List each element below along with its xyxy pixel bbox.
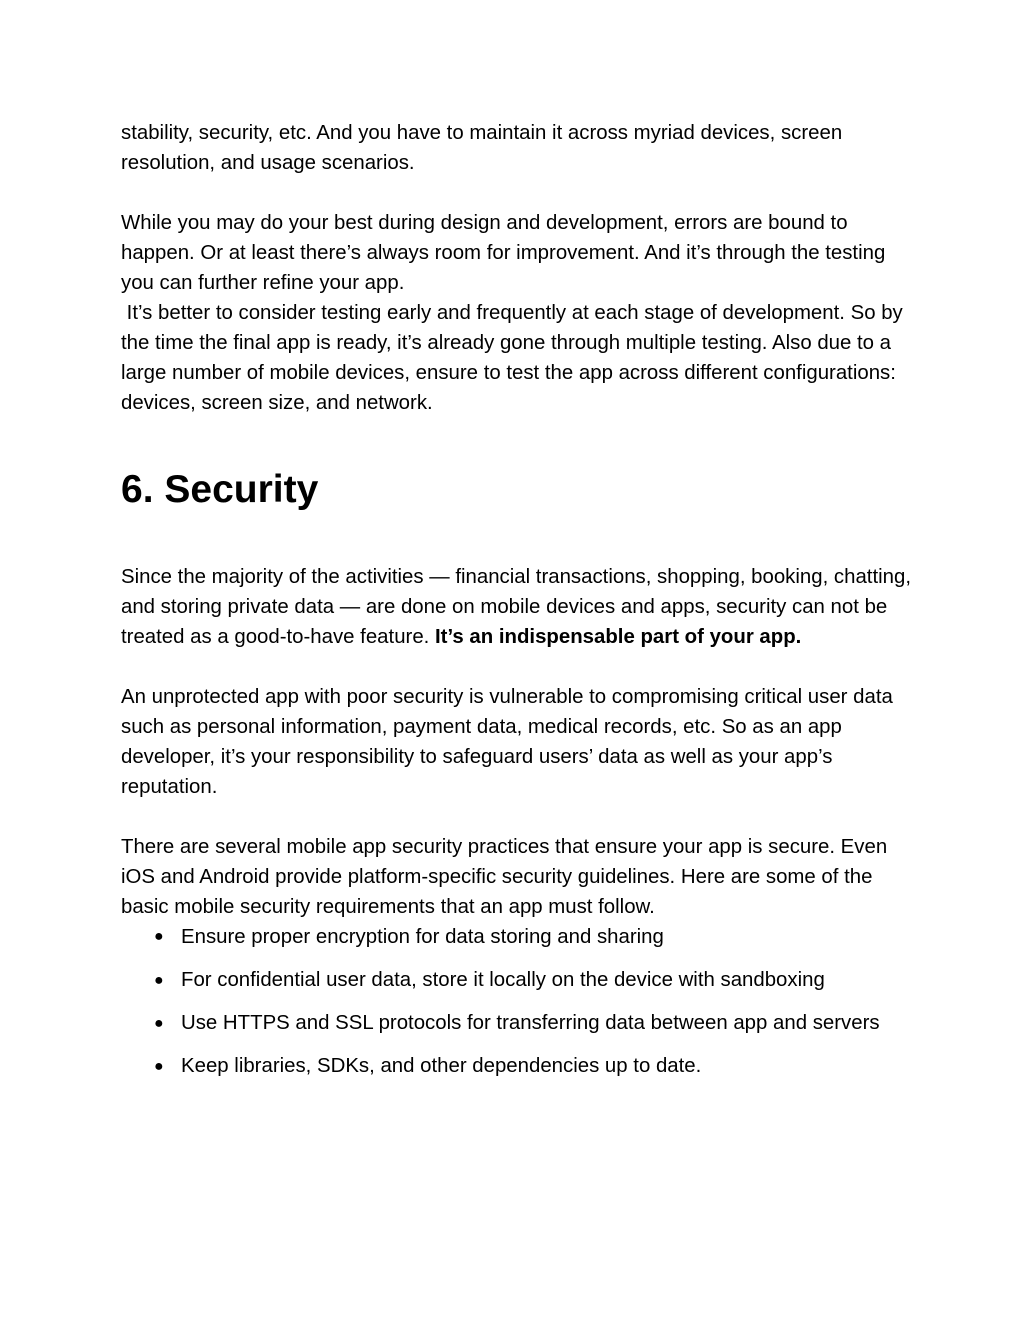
list-item (121, 959, 911, 1002)
paragraph-security-intro-text: Since the majority of the activities — financial transactions, shopping, booking, chatting, and storing private data — are done on mobile devices and apps, security can not be treated as a good-to-have feature. (121, 566, 917, 648)
bullet-icon: ● (154, 1015, 164, 1032)
bullet-icon: ● (154, 1058, 164, 1075)
paragraph-security-intro (121, 562, 917, 652)
paragraph-security-practices: There are several mobile app security practices that ensure your app is secure. Even iOS and Android provide platform-specific security guidelines. Here are some of the basic mobile security requirements that an app must follow. (121, 836, 888, 918)
list-item (121, 1002, 911, 1045)
paragraph-errors: While you may do your best during design and development, errors are bound to happen. Or at least there’s always room for improvement. And it’s through the testing you can further refine your app. (121, 212, 886, 294)
list-item-text: Use HTTPS and SSL protocols for transferring data between app and servers (181, 1012, 880, 1034)
list-item (121, 1045, 911, 1088)
list-item (121, 922, 911, 952)
bullet-icon: ● (154, 972, 164, 989)
paragraph-security-intro-emphasis: It’s an indispensable part of your app. (435, 626, 802, 648)
paragraph-stability: stability, security, etc. And you have to maintain it across myriad devices, screen resolution, and usage scenarios. (121, 122, 843, 174)
paragraph-unprotected-app: An unprotected app with poor security is vulnerable to compromising critical user data such as personal information, payment data, medical records, etc. So as an app developer, it’s your responsibility to safeguard users’ data as well as your app’s reputation. (121, 686, 893, 798)
bullet-icon: ● (154, 928, 164, 945)
list-item-text: Keep libraries, SDKs, and other dependencies up to date. (181, 1055, 702, 1077)
security-requirements-list (121, 922, 911, 1088)
list-item-text: Ensure proper encryption for data storing and sharing (181, 926, 664, 948)
list-item-text: For confidential user data, store it locally on the device with sandboxing (181, 969, 825, 991)
section-heading-security: 6. Security (121, 468, 319, 511)
paragraph-testing-early: It’s better to consider testing early and frequently at each stage of development. So by the time the final app is ready, it’s already gone through multiple testing. Also due to a large number of mobile devices, ensure to test the app across different configurations: devices, screen size, and network. (121, 302, 909, 414)
document-page (121, 118, 917, 1088)
